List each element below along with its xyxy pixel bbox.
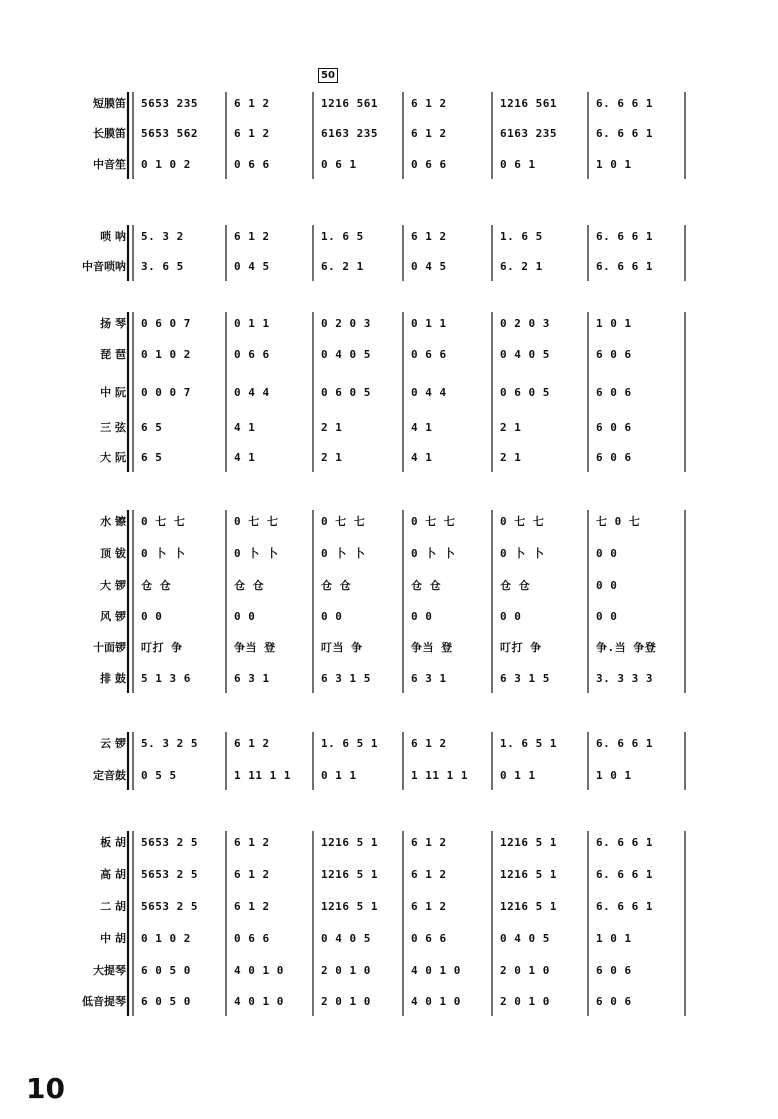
measure-cell: 3. 6 5 xyxy=(141,260,184,273)
measure-cell: 0 6 0 7 xyxy=(141,317,191,330)
measure-cell: 5653 2 5 xyxy=(141,836,198,849)
measure-cell: 0 0 xyxy=(411,610,433,623)
instrument-label: 板 胡 xyxy=(100,836,126,849)
measure-cell: 0 6 6 xyxy=(234,932,270,945)
measure-cell: 叮当 争 xyxy=(321,641,363,654)
measure-cell: 6 5 xyxy=(141,451,163,464)
instrument-label: 中 胡 xyxy=(100,932,126,945)
instrument-label: 中音笙 xyxy=(93,158,126,171)
instrument-label: 十面锣 xyxy=(93,641,126,654)
measure-cell: 0 6 1 xyxy=(321,158,357,171)
instrument-label: 水 镲 xyxy=(100,515,126,528)
measure-cell: 6. 6 6 1 xyxy=(596,836,653,849)
measure-cell: 0 6 6 xyxy=(411,932,447,945)
measure-cell: 1216 5 1 xyxy=(321,836,378,849)
measure-cell: 1216 5 1 xyxy=(500,868,557,881)
measure-cell: 6163 235 xyxy=(500,127,557,140)
measure-cell: 6 1 2 xyxy=(411,900,447,913)
measure-cell: 0 4 4 xyxy=(411,386,447,399)
measure-cell: 6. 2 1 xyxy=(500,260,543,273)
measure-cell: 0 4 0 5 xyxy=(321,348,371,361)
measure-cell: 1. 6 5 xyxy=(500,230,543,243)
measure-cell: 2 0 1 0 xyxy=(321,995,371,1008)
instrument-label: 三 弦 xyxy=(100,421,126,434)
measure-cell: 0 2 0 3 xyxy=(500,317,550,330)
measure-cell: 0 卜 卜 xyxy=(234,547,279,560)
measure-cell: 6 1 2 xyxy=(411,836,447,849)
measure-cell: 0 七 七 xyxy=(500,515,545,528)
measure-cell: 0 6 0 5 xyxy=(321,386,371,399)
measure-cell: 4 1 xyxy=(411,451,433,464)
rehearsal-mark: 50 xyxy=(318,68,338,83)
measure-cell: 0 6 6 xyxy=(234,348,270,361)
measure-cell: 6 0 6 xyxy=(596,348,632,361)
instrument-label: 定音鼓 xyxy=(93,769,126,782)
measure-cell: 4 1 xyxy=(234,451,256,464)
measure-cell: 6 1 2 xyxy=(234,836,270,849)
measure-cell: 争当 登 xyxy=(234,641,276,654)
instrument-label: 扬 琴 xyxy=(100,317,126,330)
measure-cell: 6. 2 1 xyxy=(321,260,364,273)
instrument-label: 大 锣 xyxy=(100,579,126,592)
instrument-label: 唢 呐 xyxy=(100,230,126,243)
measure-cell: 6 0 6 xyxy=(596,451,632,464)
measure-cell: 1 0 1 xyxy=(596,932,632,945)
measure-cell: 6 3 1 5 xyxy=(321,672,371,685)
measure-cell: 1216 5 1 xyxy=(321,868,378,881)
measure-cell: 0 1 1 xyxy=(500,769,536,782)
measure-cell: 0 0 xyxy=(234,610,256,623)
measure-cell: 5653 2 5 xyxy=(141,900,198,913)
measure-cell: 争.当 争登 xyxy=(596,641,657,654)
measure-cell: 0 七 七 xyxy=(234,515,279,528)
measure-cell: 0 卜 卜 xyxy=(141,547,186,560)
measure-cell: 4 0 1 0 xyxy=(234,964,284,977)
instrument-label: 琵 琶 xyxy=(100,348,126,361)
measure-cell: 6 0 6 xyxy=(596,995,632,1008)
measure-cell: 0 6 0 5 xyxy=(500,386,550,399)
measure-cell: 0 4 4 xyxy=(234,386,270,399)
measure-cell: 4 1 xyxy=(234,421,256,434)
measure-cell: 6 0 5 0 xyxy=(141,964,191,977)
measure-cell: 0 4 5 xyxy=(411,260,447,273)
measure-cell: 4 0 1 0 xyxy=(411,964,461,977)
measure-cell: 5653 562 xyxy=(141,127,198,140)
measure-cell: 6 1 2 xyxy=(234,737,270,750)
instrument-label: 长膜笛 xyxy=(93,127,126,140)
measure-cell: 0 1 1 xyxy=(321,769,357,782)
page-number: 10 xyxy=(26,1072,65,1105)
measure-cell: 5. 3 2 xyxy=(141,230,184,243)
measure-cell: 1 11 1 1 xyxy=(234,769,291,782)
measure-cell: 0 1 0 2 xyxy=(141,158,191,171)
measure-cell: 6 0 6 xyxy=(596,386,632,399)
measure-cell: 0 6 1 xyxy=(500,158,536,171)
measure-cell: 0 卜 卜 xyxy=(411,547,456,560)
measure-cell: 0 5 5 xyxy=(141,769,177,782)
measure-cell: 0 七 七 xyxy=(141,515,186,528)
measure-cell: 2 1 xyxy=(321,421,343,434)
measure-cell: 5. 3 2 5 xyxy=(141,737,198,750)
measure-cell: 0 1 0 2 xyxy=(141,348,191,361)
measure-cell: 6 1 2 xyxy=(411,230,447,243)
measure-cell: 6 0 5 0 xyxy=(141,995,191,1008)
measure-cell: 0 2 0 3 xyxy=(321,317,371,330)
measure-cell: 0 6 6 xyxy=(411,348,447,361)
measure-cell: 1 0 1 xyxy=(596,317,632,330)
measure-cell: 6. 6 6 1 xyxy=(596,230,653,243)
measure-cell: 仓 仓 xyxy=(141,579,172,592)
measure-cell: 0 卜 卜 xyxy=(321,547,366,560)
measure-cell: 2 0 1 0 xyxy=(321,964,371,977)
measure-cell: 0 0 xyxy=(321,610,343,623)
measure-cell: 1216 561 xyxy=(321,97,378,110)
measure-cell: 6 1 2 xyxy=(234,97,270,110)
measure-cell: 2 1 xyxy=(321,451,343,464)
measure-cell: 0 4 0 5 xyxy=(321,932,371,945)
measure-cell: 5653 235 xyxy=(141,97,198,110)
measure-cell: 0 七 七 xyxy=(321,515,366,528)
measure-cell: 6. 6 6 1 xyxy=(596,868,653,881)
instrument-label: 大提琴 xyxy=(93,964,126,977)
instrument-label: 中 阮 xyxy=(100,386,126,399)
measure-cell: 0 1 1 xyxy=(411,317,447,330)
measure-cell: 七 0 七 xyxy=(596,515,641,528)
measure-cell: 6163 235 xyxy=(321,127,378,140)
measure-cell: 1216 5 1 xyxy=(500,900,557,913)
measure-cell: 0 0 xyxy=(596,547,618,560)
measure-cell: 争当 登 xyxy=(411,641,453,654)
measure-cell: 6. 6 6 1 xyxy=(596,127,653,140)
measure-cell: 6. 6 6 1 xyxy=(596,97,653,110)
measure-cell: 2 0 1 0 xyxy=(500,964,550,977)
measure-cell: 3. 3 3 3 xyxy=(596,672,653,685)
measure-cell: 仓 仓 xyxy=(500,579,531,592)
instrument-label: 顶 钹 xyxy=(100,547,126,560)
measure-cell: 1. 6 5 1 xyxy=(321,737,378,750)
instrument-label: 风 锣 xyxy=(100,610,126,623)
measure-cell: 0 4 5 xyxy=(234,260,270,273)
measure-cell: 0 4 0 5 xyxy=(500,932,550,945)
measure-cell: 0 0 xyxy=(596,610,618,623)
measure-cell: 6. 6 6 1 xyxy=(596,900,653,913)
measure-cell: 0 七 七 xyxy=(411,515,456,528)
measure-cell: 1216 5 1 xyxy=(500,836,557,849)
instrument-label: 排 鼓 xyxy=(100,672,126,685)
measure-cell: 0 卜 卜 xyxy=(500,547,545,560)
measure-cell: 6 1 2 xyxy=(411,737,447,750)
measure-cell: 0 0 0 7 xyxy=(141,386,191,399)
measure-cell: 4 1 xyxy=(411,421,433,434)
measure-cell: 6 0 6 xyxy=(596,421,632,434)
measure-cell: 1. 6 5 xyxy=(321,230,364,243)
measure-cell: 2 1 xyxy=(500,451,522,464)
measure-cell: 6 1 2 xyxy=(234,900,270,913)
measure-cell: 4 0 1 0 xyxy=(234,995,284,1008)
measure-cell: 2 0 1 0 xyxy=(500,995,550,1008)
measure-cell: 6 1 2 xyxy=(411,97,447,110)
measure-cell: 6 1 2 xyxy=(411,868,447,881)
measure-cell: 叮打 争 xyxy=(500,641,542,654)
measure-cell: 6 3 1 xyxy=(411,672,447,685)
measure-cell: 4 0 1 0 xyxy=(411,995,461,1008)
instrument-label: 低音提琴 xyxy=(82,995,126,1008)
measure-cell: 1 0 1 xyxy=(596,158,632,171)
measure-cell: 6. 6 6 1 xyxy=(596,260,653,273)
measure-cell: 0 1 1 xyxy=(234,317,270,330)
instrument-label: 二 胡 xyxy=(100,900,126,913)
measure-cell: 0 4 0 5 xyxy=(500,348,550,361)
measure-cell: 1 0 1 xyxy=(596,769,632,782)
instrument-label: 短膜笛 xyxy=(93,97,126,110)
measure-cell: 6. 6 6 1 xyxy=(596,737,653,750)
measure-cell: 5653 2 5 xyxy=(141,868,198,881)
measure-cell: 0 0 xyxy=(596,579,618,592)
measure-cell: 5 1 3 6 xyxy=(141,672,191,685)
measure-cell: 仓 仓 xyxy=(411,579,442,592)
measure-cell: 6 5 xyxy=(141,421,163,434)
measure-cell: 1 11 1 1 xyxy=(411,769,468,782)
measure-cell: 6 1 2 xyxy=(234,230,270,243)
instrument-label: 中音唢呐 xyxy=(82,260,126,273)
instrument-label: 大 阮 xyxy=(100,451,126,464)
measure-cell: 0 0 xyxy=(141,610,163,623)
measure-cell: 6 3 1 xyxy=(234,672,270,685)
measure-cell: 6 1 2 xyxy=(234,127,270,140)
measure-cell: 1216 561 xyxy=(500,97,557,110)
measure-cell: 6 3 1 5 xyxy=(500,672,550,685)
measure-cell: 仓 仓 xyxy=(234,579,265,592)
measure-cell: 仓 仓 xyxy=(321,579,352,592)
measure-cell: 1216 5 1 xyxy=(321,900,378,913)
measure-cell: 6 0 6 xyxy=(596,964,632,977)
instrument-label: 云 锣 xyxy=(100,737,126,750)
measure-cell: 2 1 xyxy=(500,421,522,434)
measure-cell: 6 1 2 xyxy=(234,868,270,881)
measure-cell: 0 0 xyxy=(500,610,522,623)
measure-cell: 6 1 2 xyxy=(411,127,447,140)
measure-cell: 叮打 争 xyxy=(141,641,183,654)
measure-cell: 0 1 0 2 xyxy=(141,932,191,945)
instrument-label: 高 胡 xyxy=(100,868,126,881)
measure-cell: 0 6 6 xyxy=(234,158,270,171)
measure-cell: 0 6 6 xyxy=(411,158,447,171)
measure-cell: 1. 6 5 1 xyxy=(500,737,557,750)
